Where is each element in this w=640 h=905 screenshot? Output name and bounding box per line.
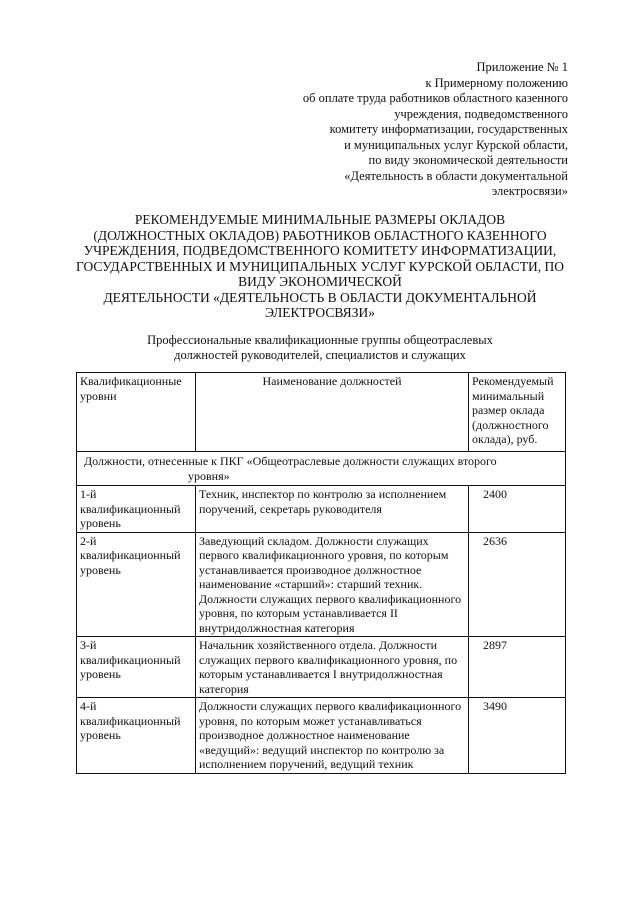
header-salary: Рекомендуемый минимальный размер оклада (должностного оклада), руб. xyxy=(469,373,566,452)
title-line: РЕКОМЕНДУЕМЫЕ МИНИМАЛЬНЫЕ РАЗМЕРЫ ОКЛАДОВ xyxy=(134,212,506,227)
positions-cell: Должности служащих первого квалификационного уровня, по которым может устанавливаться производное должностное наименование «ведущий»: ведущий инспектор по контролю за исполнением поручений, ведущий техник xyxy=(196,698,469,774)
appendix-line: и муниципальных услуг Курской области, xyxy=(344,137,568,152)
appendix-line: комитету информатизации, государственных xyxy=(329,122,568,136)
salary-cell: 3490 xyxy=(469,698,566,774)
title-line: ГОСУДАРСТВЕННЫХ И МУНИЦИПАЛЬНЫХ УСЛУГ КУРСКОЙ ОБЛАСТИ, ПО xyxy=(76,258,564,274)
group-label-part2: уровня» xyxy=(188,468,230,483)
title-line: (ДОЛЖНОСТНЫХ ОКЛАДОВ) РАБОТНИКОВ ОБЛАСТНОГО КАЗЕННОГО xyxy=(93,227,547,243)
salary-cell: 2897 xyxy=(469,637,566,698)
title-line: ЭЛЕКТРОСВЯЗИ» xyxy=(265,305,375,320)
title-line: УЧРЕЖДЕНИЯ, ПОДВЕДОМСТВЕННОГО КОМИТЕТУ ИНФОРМАТИЗАЦИИ, xyxy=(83,243,557,258)
salary-cell: 2636 xyxy=(469,532,566,637)
appendix-line: по виду экономической деятельности xyxy=(368,153,568,167)
appendix-line: учреждения, подведомственного xyxy=(394,106,568,121)
group-label xyxy=(77,452,566,486)
level-cell: 4-й квалификационный уровень xyxy=(77,698,196,774)
caption-line: должностей руководителей, специалистов и служащих xyxy=(174,348,466,362)
positions-cell: Начальник хозяйственного отдела. Должности служащих первого квалификационного уровня, по которым устанавливается I внутридолжностная категория xyxy=(196,637,469,698)
caption-line: Профессиональные квалификационные группы общеотраслевых xyxy=(147,333,493,347)
level-cell: 2-й квалификационный уровень xyxy=(77,532,196,637)
table-header-row xyxy=(77,373,566,452)
document-title xyxy=(60,212,580,321)
salary-cell: 2400 xyxy=(469,486,566,533)
table-row xyxy=(77,698,566,774)
positions-cell: Техник, инспектор по контролю за исполнением поручений, секретарь руководителя xyxy=(196,486,469,533)
table-row xyxy=(77,486,566,533)
appendix-line: электросвязи» xyxy=(491,184,568,198)
header-levels: Квалификационные уровни xyxy=(77,373,196,452)
appendix-line: об оплате труда работников областного казенного xyxy=(302,91,568,105)
table-row xyxy=(77,532,566,637)
appendix-line: «Деятельность в области документальной xyxy=(344,168,568,183)
level-cell: 3-й квалификационный уровень xyxy=(77,637,196,698)
title-line: ВИДУ ЭКОНОМИЧЕСКОЙ xyxy=(238,274,402,289)
title-line: ДЕЯТЕЛЬНОСТИ «ДЕЯТЕЛЬНОСТЬ В ОБЛАСТИ ДОКУМЕНТАЛЬНОЙ xyxy=(103,289,537,305)
header-positions: Наименование должностей xyxy=(196,373,469,452)
positions-cell: Заведующий складом. Должности служащих первого квалификационного уровня, по которым устанавливается производное должностное наименование «старший»: старший техник. Должности служащих первого квалификационного уровня, по которым устанавливается II внутридолжностная категория xyxy=(196,532,469,637)
appendix-header xyxy=(248,60,568,200)
table-caption xyxy=(70,333,570,363)
table-row xyxy=(77,637,566,698)
salary-table xyxy=(76,372,566,774)
level-cell: 1-й квалификационный уровень xyxy=(77,486,196,533)
group-label-part1: Должности, отнесенные к ПКГ «Общеотраслевые должности служащих второго xyxy=(84,454,497,468)
appendix-line: Приложение № 1 xyxy=(476,60,568,74)
group-row xyxy=(77,452,566,486)
appendix-line: к Примерному положению xyxy=(425,75,568,90)
